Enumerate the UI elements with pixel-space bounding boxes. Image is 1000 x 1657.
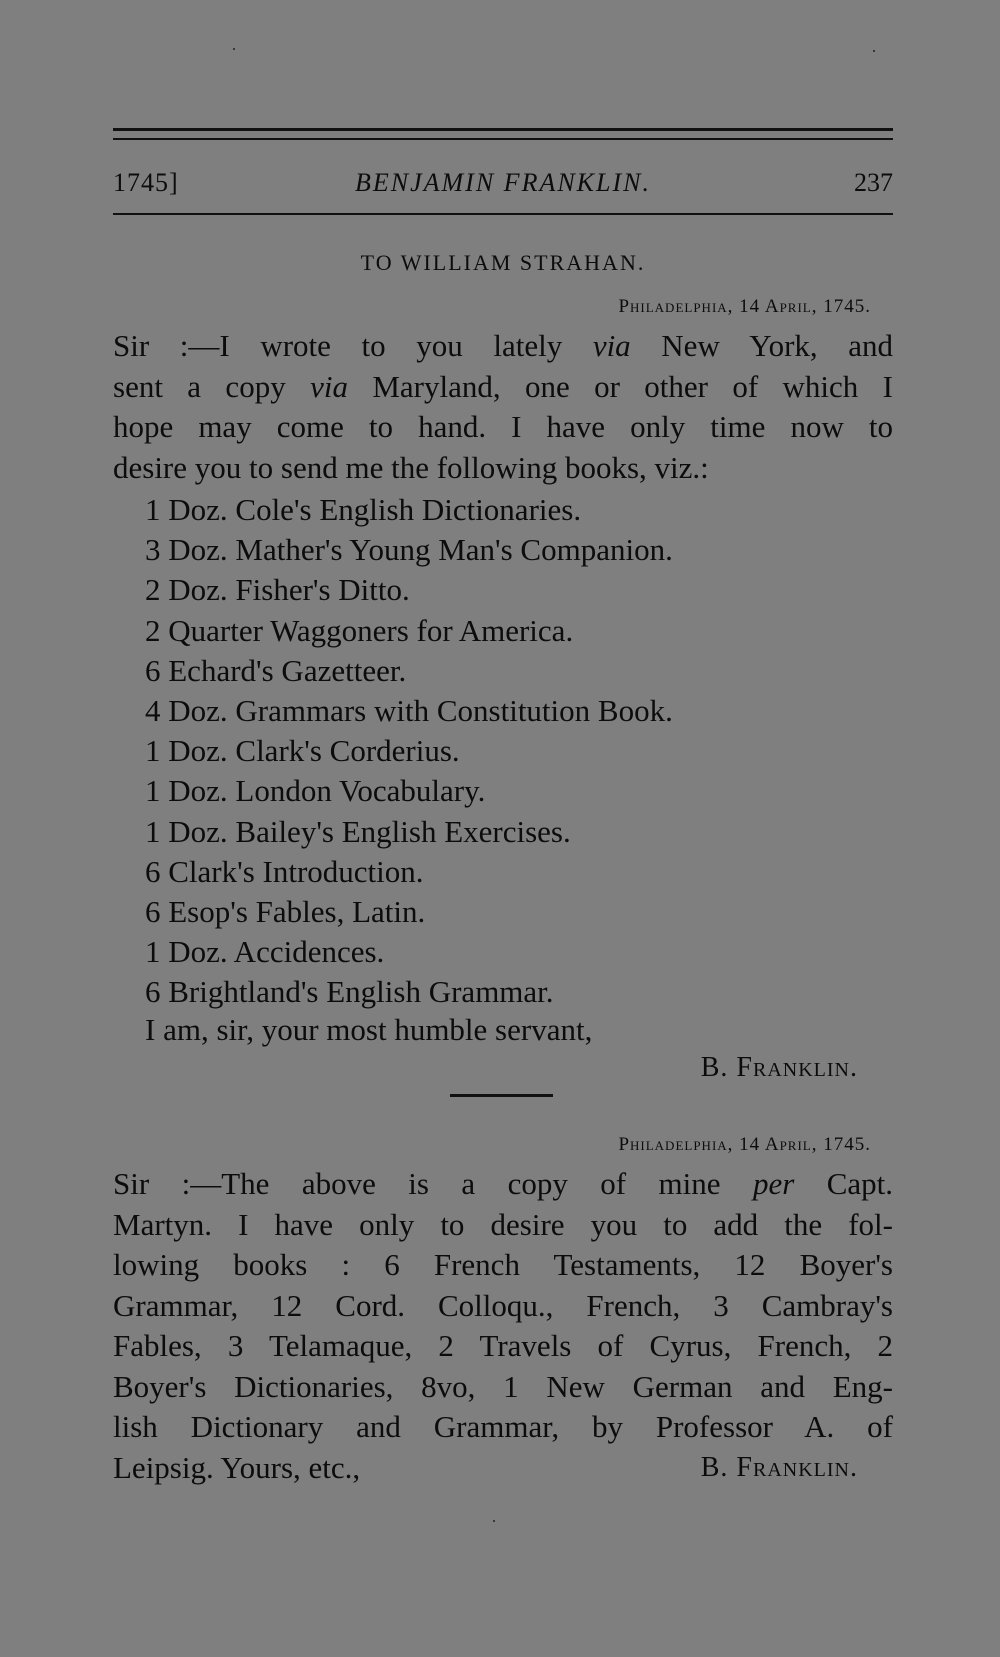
book-list-item: 1 Doz. Accidences.: [145, 934, 385, 970]
letter2-signature: B. Franklin.: [700, 1452, 858, 1483]
text-run: Grammar, 12 Cord. Colloqu., French, 3 Cambray's: [113, 1287, 893, 1323]
book-list-item: 1 Doz. Clark's Corderius.: [145, 733, 460, 769]
book-list-item: 3 Doz. Mather's Young Man's Companion.: [145, 532, 673, 568]
book-page: [113, 0, 893, 1657]
text-run: Maryland, one or other of which I: [347, 368, 893, 404]
text-run: Sir :—I wrote to you lately: [113, 328, 593, 363]
letter2.lines-line: [113, 1245, 893, 1286]
letter2.lines-line: [113, 1326, 893, 1367]
book-list-item: 1 Doz. Bailey's English Exercises.: [145, 813, 571, 849]
book-list-item: 2 Doz. Fisher's Ditto.: [145, 572, 410, 608]
italic-word: via: [592, 328, 631, 363]
book-list-item: 6 Echard's Gazetteer.: [145, 652, 407, 688]
text-run: lish Dictionary and Grammar, by Professor A. of: [113, 1409, 893, 1444]
book-list-item: 1 Doz. Cole's English Dictionaries.: [145, 492, 582, 527]
letter2-final-line: [113, 1448, 893, 1489]
letter2.lines-line: [113, 1205, 893, 1246]
letter2-valediction: Leipsig. Yours, etc.,: [113, 1450, 361, 1485]
letter2.lines-line: [113, 1286, 893, 1327]
book-list-item: 6 Esop's Fables, Latin.: [145, 894, 426, 930]
letter1-dateline: Philadelphia, 14 April, 1745.: [618, 296, 871, 317]
book-order-list: [145, 490, 673, 1013]
running-title: BENJAMIN FRANKLIN.: [355, 168, 651, 197]
book-list-item: 2 Quarter Waggoners for America.: [145, 612, 574, 648]
running-header: [113, 168, 893, 208]
letter1.opening_lines-line: [113, 448, 893, 489]
italic-word: via: [310, 368, 348, 404]
letter2.lines-line: [113, 1367, 893, 1408]
letter2.lines-line: [113, 1164, 893, 1205]
text-run: sent a copy: [113, 368, 311, 404]
speck: [493, 1520, 495, 1522]
header-year: 1745]: [113, 168, 179, 197]
text-run: Sir :—The above is a copy of mine: [113, 1166, 753, 1201]
header-top-rule: [113, 128, 893, 131]
letter1-closing: I am, sir, your most humble servant,: [145, 1012, 593, 1047]
text-run: Martyn. I have only to desire you to add the fol-: [113, 1206, 893, 1242]
header-bottom-rule: [113, 213, 893, 215]
letter2.lines-line: [113, 1407, 893, 1448]
letter1-signature: B. Franklin.: [700, 1052, 858, 1083]
text-run: Boyer's Dictionaries, 8vo, 1 New German and Eng-: [113, 1368, 893, 1404]
book-list-item: 1 Doz. London Vocabulary.: [145, 773, 486, 809]
letter1.opening_lines-line: [113, 326, 893, 367]
text-run: hope may come to hand. I have only time now to: [113, 409, 893, 444]
book-list-item: 6 Clark's Introduction.: [145, 853, 424, 889]
header-top-rule-thin: [113, 138, 893, 140]
letter1.opening_lines-line: [113, 407, 893, 448]
speck: [873, 50, 875, 52]
letter2-dateline: Philadelphia, 14 April, 1745.: [618, 1134, 871, 1155]
text-run: Capt.: [794, 1166, 893, 1201]
text-run: New York, and: [630, 328, 894, 363]
text-run: lowing books : 6 French Testaments, 12 Boyer's: [113, 1247, 893, 1282]
letter-addressee: TO WILLIAM STRAHAN.: [360, 250, 646, 275]
book-list-item: 6 Brightland's English Grammar.: [145, 974, 554, 1010]
book-list-item: 4 Doz. Grammars with Constitution Book.: [145, 693, 673, 729]
letter-separator: [450, 1094, 553, 1097]
letter2-paragraph: [113, 1164, 893, 1448]
page-number: 237: [854, 168, 893, 197]
text-run: Fables, 3 Telamaque, 2 Travels of Cyrus, French, 2: [113, 1328, 893, 1363]
italic-word: per: [752, 1166, 795, 1201]
letter1-opening-paragraph: [113, 326, 893, 488]
letter1.opening_lines-line: [113, 367, 893, 408]
text-run: desire you to send me the following books, viz.:: [113, 449, 709, 485]
speck: [233, 48, 235, 50]
